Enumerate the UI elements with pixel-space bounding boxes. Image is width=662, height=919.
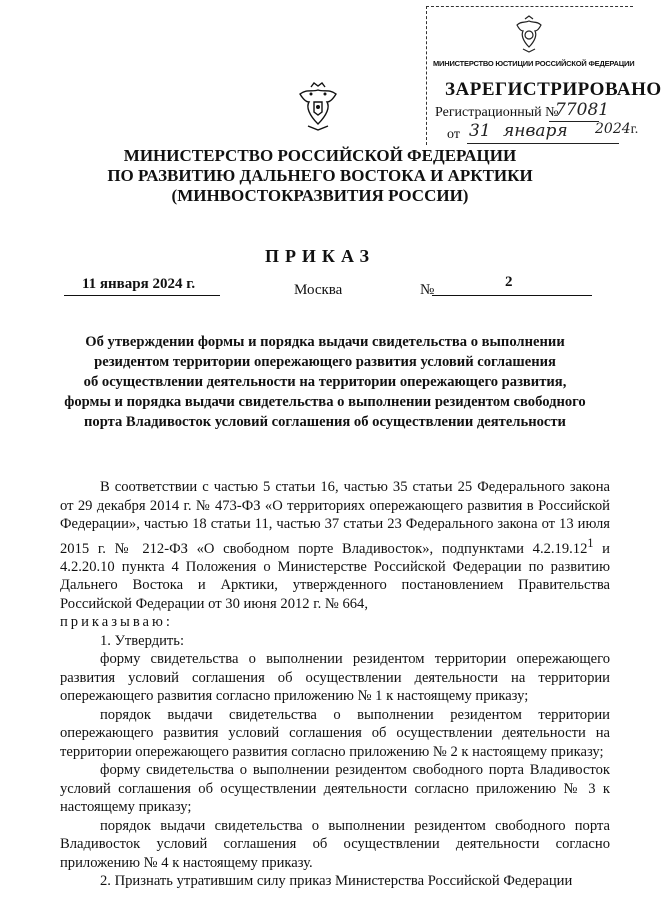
- stamp-date-line: [467, 143, 619, 144]
- subject-line-2: резидентом территории опережающего развития условий соглашения: [94, 354, 556, 370]
- item-1-paragraph: 1. Утвердить:: [100, 632, 185, 649]
- stamp-ministry-name: МИНИСТЕРСТВО ЮСТИЦИИ РОССИЙСКОЙ ФЕДЕРАЦИИ: [433, 59, 635, 68]
- order-subject: [60, 332, 590, 432]
- document-type: ПРИКАЗ: [264, 246, 376, 266]
- registration-stamp: [426, 6, 662, 145]
- item-2-paragraph: 2. Признать утратившим силу приказ Министерства Российской Федерации: [100, 873, 573, 890]
- item-1b-paragraph: порядок выдачи свидетельства о выполнении резидентом территории опережающего развития условий соглашения об осуществлении деятельности на территории опережающего развития согласно приложению № 2 к настоящему приказу;: [60, 706, 610, 760]
- coat-of-arms-icon: [296, 80, 340, 132]
- subject-line-4: формы и порядка выдачи свидетельства о выполнении резидентом свободного: [64, 394, 586, 410]
- stamp-date-month: января: [503, 121, 568, 141]
- order-number-line: [432, 295, 592, 296]
- ministry-line-3: (МИНВОСТОКРАЗВИТИЯ РОССИИ): [171, 186, 469, 205]
- subject-line-3: об осуществлении деятельности на территории опережающего развития,: [83, 374, 567, 390]
- order-date: 11 января 2024 г.: [82, 276, 196, 292]
- order-number: 2: [505, 274, 513, 290]
- stamp-regnum-value: 77081: [555, 100, 610, 120]
- ministry-line-1: МИНИСТЕРСТВО РОССИЙСКОЙ ФЕДЕРАЦИИ: [123, 146, 517, 165]
- ministry-line-2: ПО РАЗВИТИЮ ДАЛЬНЕГО ВОСТОКА И АРКТИКИ: [107, 166, 533, 185]
- order-date-line: [64, 295, 220, 296]
- ministry-heading: [60, 146, 580, 206]
- preamble-text-a: В соответствии с частью 5 статьи 16, частью 35 статьи 25 Федерального закона от 29 декабря 2014 г. № 473-ФЗ «О территориях опережающего развития в Российской Федерации», частью 18 статьи 11, частью 37 статьи 23 Федерального закона от 13 июля 2015 г. № 212-ФЗ «О свободном порте Владивосток», подпунктами 4.2.19.12: [60, 479, 610, 557]
- item-1d-paragraph: порядок выдачи свидетельства о выполнении резидентом свободного порта Владивосток условий соглашения об осуществлении деятельности согласно приложению № 4 к настоящему приказу.: [60, 817, 610, 871]
- preamble-text-b: и 4.2.20.10 пункта 4 Положения о Министерстве Российской Федерации по развитию Дальнего Востока и Арктики, утвержденного постановлением Правительства Российской Федерации от 30 июня 2012 г. № 664,: [60, 540, 610, 612]
- order-number-sign: №: [420, 282, 435, 298]
- stamp-date-suffix: г.: [630, 122, 639, 137]
- orders-word: приказываю:: [60, 614, 173, 631]
- subject-line-5: порта Владивосток условий соглашения об осуществлении деятельности: [84, 414, 566, 430]
- item-1c-paragraph: форму свидетельства о выполнении резидентом свободного порта Владивосток условий соглашения об осуществлении деятельности согласно приложению № 3 к настоящему приказу;: [60, 762, 610, 816]
- stamp-regnum-label: Регистрационный №: [435, 105, 559, 120]
- order-meta-row: [0, 276, 640, 300]
- preamble-superscript: 1: [587, 535, 594, 550]
- stamp-registered-label: ЗАРЕГИСТРИРОВАНО: [445, 79, 662, 100]
- item-1a-paragraph: форму свидетельства о выполнении резидентом территории опережающего развития условий соглашения об осуществлении деятельности на территории опережающего развития согласно приложению № 1 к настоящему приказу;: [60, 651, 610, 705]
- order-body: [60, 478, 610, 891]
- stamp-date-year-value: 2024: [595, 121, 631, 137]
- subject-line-1: Об утверждении формы и порядка выдачи свидетельства о выполнении: [85, 334, 565, 350]
- orders-paragraph: [60, 613, 610, 632]
- stamp-date-day: 31: [469, 121, 491, 141]
- coat-of-arms-icon: [513, 15, 545, 53]
- stamp-date-year: [595, 121, 638, 138]
- preamble-paragraph: [60, 478, 610, 613]
- order-city: Москва: [294, 282, 343, 298]
- stamp-date-prefix: от: [447, 127, 460, 142]
